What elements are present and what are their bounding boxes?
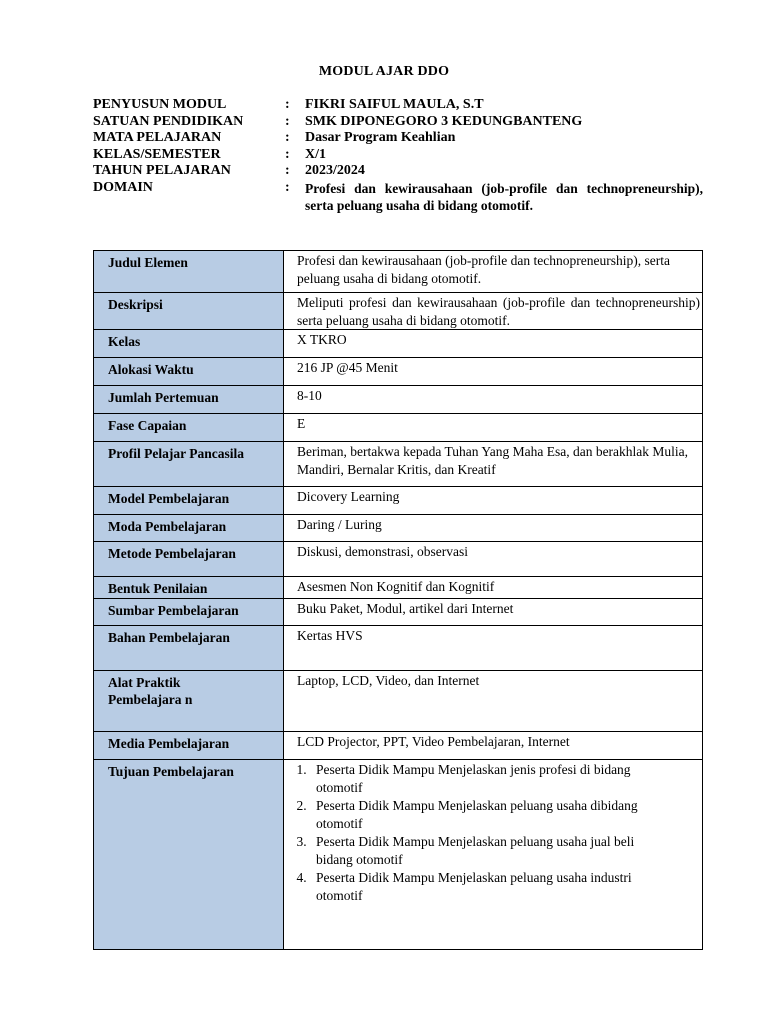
- table-row: [94, 442, 703, 487]
- row-value: LCD Projector, PPT, Video Pembelajaran, Internet: [284, 731, 703, 759]
- table-row: [94, 487, 703, 515]
- table-row: [94, 251, 703, 293]
- row-label: Judul Elemen: [94, 251, 284, 293]
- meta-key: PENYUSUN MODUL: [93, 97, 227, 112]
- row-label: Tujuan Pembelajaran: [94, 759, 284, 949]
- table-row: [94, 358, 703, 386]
- module-info: [93, 97, 703, 214]
- meta-key: KELAS/SEMESTER: [93, 146, 221, 162]
- row-label: Sumbar Pembelajaran: [94, 598, 284, 625]
- meta-row-tahun: [93, 163, 703, 180]
- meta-value: Profesi dan kewirausahaan (job-profile dan technopreneurship), serta peluang usaha di bidang otomotif.: [305, 180, 703, 213]
- meta-row-domain: [93, 180, 703, 214]
- meta-key: MATA PELAJARAN: [93, 130, 222, 145]
- table-row: [94, 542, 703, 577]
- row-label: Alat Praktik Pembelajara n: [94, 670, 284, 731]
- meta-colon: :: [285, 146, 290, 162]
- row-label: Bentuk Penilaian: [94, 577, 284, 599]
- table-row: [94, 598, 703, 625]
- row-value: 8-10: [284, 386, 703, 414]
- page-title: MODUL AJAR DDO: [318, 64, 450, 79]
- meta-value: X/1: [305, 146, 326, 162]
- table-row: [94, 386, 703, 414]
- row-label: Kelas: [94, 330, 284, 358]
- meta-row-satuan: [93, 114, 703, 131]
- row-value: Asesmen Non Kognitif dan Kognitif: [284, 577, 703, 599]
- row-value: Diskusi, demonstrasi, observasi: [284, 542, 703, 577]
- table-row: [94, 414, 703, 442]
- table-row: [94, 731, 703, 759]
- table-row: [94, 293, 703, 330]
- row-value: Meliputi profesi dan kewirausahaan (job-profile dan technopreneurship) serta peluang usaha di bidang otomotif.: [284, 293, 703, 330]
- row-value: 216 JP @45 Menit: [284, 358, 703, 386]
- row-label: Metode Pembelajaran: [94, 542, 284, 577]
- meta-value: SMK DIPONEGORO 3 KEDUNGBANTENG: [305, 113, 583, 129]
- row-value: E: [284, 414, 703, 442]
- meta-colon: :: [285, 179, 290, 195]
- row-value: Laptop, LCD, Video, dan Internet: [284, 670, 703, 731]
- meta-row-penyusun: [93, 97, 703, 114]
- row-label: Profil Pelajar Pancasila: [94, 442, 284, 487]
- row-value: Buku Paket, Modul, artikel dari Internet: [284, 598, 703, 625]
- meta-colon: :: [285, 113, 290, 129]
- table-row: [94, 625, 703, 670]
- row-value: Dicovery Learning: [284, 487, 703, 515]
- meta-row-kelas: [93, 147, 703, 164]
- row-label: Deskripsi: [94, 293, 284, 330]
- row-value: Profesi dan kewirausahaan (job-profile dan technopreneurship), serta peluang usaha di bidang otomotif.: [284, 251, 703, 293]
- row-value: Kertas HVS: [284, 625, 703, 670]
- meta-row-mapel: [93, 130, 703, 147]
- table-row: [94, 577, 703, 599]
- goal-item: 3. Peserta Didik Mampu Menjelaskan peluang usaha jual beli bidang otomotif: [310, 833, 650, 869]
- meta-colon: :: [285, 163, 290, 178]
- row-label: Fase Capaian: [94, 414, 284, 442]
- row-label: Moda Pembelajaran: [94, 515, 284, 542]
- goal-item: 2. Peserta Didik Mampu Menjelaskan peluang usaha dibidang otomotif: [310, 797, 650, 833]
- row-label: Model Pembelajaran: [94, 487, 284, 515]
- table-row: [94, 330, 703, 358]
- meta-value: 2023/2024: [305, 163, 365, 178]
- row-label: Media Pembelajaran: [94, 731, 284, 759]
- row-label: Bahan Pembelajaran: [94, 625, 284, 670]
- row-value: Daring / Luring: [284, 515, 703, 542]
- module-table: [93, 250, 703, 950]
- goal-item: 1. Peserta Didik Mampu Menjelaskan jenis profesi di bidang otomotif: [310, 761, 650, 797]
- table-row: [94, 515, 703, 542]
- meta-colon: :: [285, 130, 290, 145]
- goals-list: [288, 761, 650, 905]
- row-label: Jumlah Pertemuan: [94, 386, 284, 414]
- goals-cell: [284, 759, 703, 949]
- row-value: Beriman, bertakwa kepada Tuhan Yang Maha Esa, dan berakhlak Mulia, Mandiri, Bernalar Kritis, dan Kreatif: [284, 442, 703, 487]
- row-value: X TKRO: [284, 330, 703, 358]
- meta-value: Dasar Program Keahlian: [305, 130, 456, 145]
- meta-key: TAHUN PELAJARAN: [93, 163, 231, 178]
- meta-colon: :: [285, 97, 290, 112]
- meta-value: FIKRI SAIFUL MAULA, S.T: [305, 97, 484, 112]
- goal-item: 4. Peserta Didik Mampu Menjelaskan peluang usaha industri otomotif: [310, 869, 650, 905]
- table-row: [94, 670, 703, 731]
- table-row-goals: [94, 759, 703, 949]
- meta-key: SATUAN PENDIDIKAN: [93, 113, 244, 129]
- row-label: Alokasi Waktu: [94, 358, 284, 386]
- meta-key: DOMAIN: [93, 179, 153, 195]
